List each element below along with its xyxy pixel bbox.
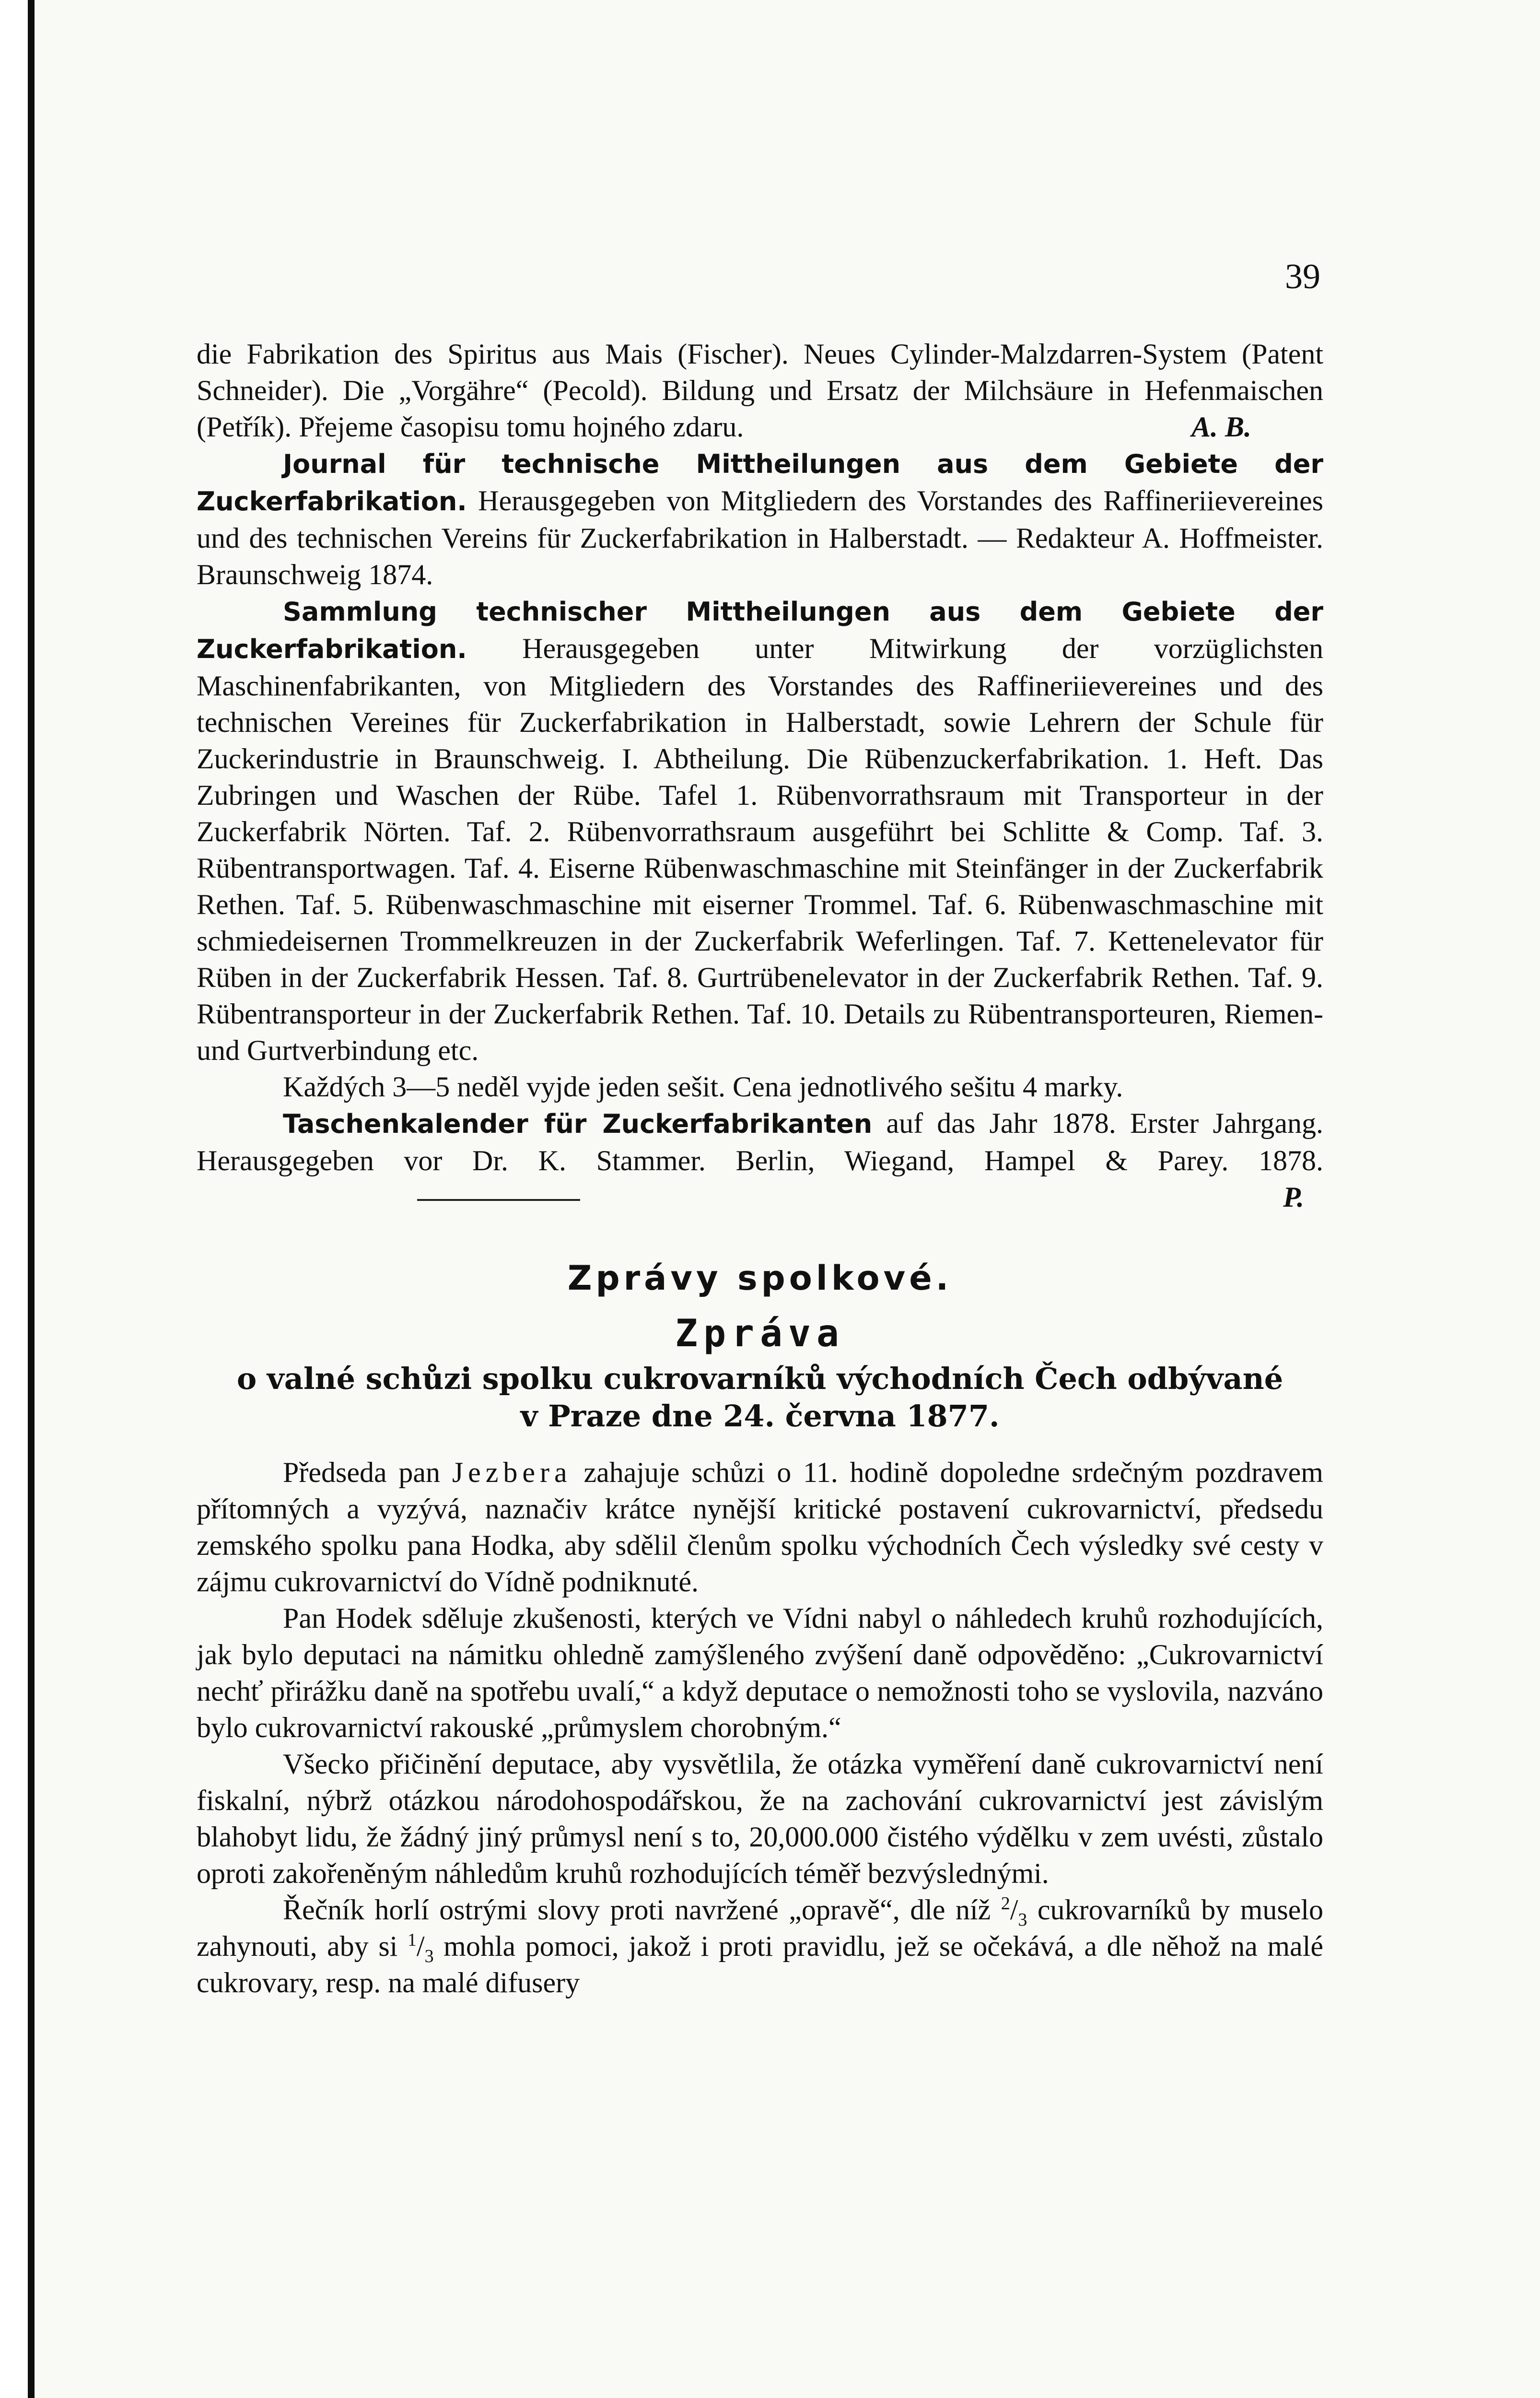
report-subtitle	[197, 1360, 1323, 1435]
signature: P.	[1283, 1181, 1304, 1213]
separator-rule	[417, 1199, 580, 1201]
paragraph-text: Pan Hodek sděluje zkušenosti, kterých ve Vídni nabyl o náhledech kruhů rozhodujících, jak bylo deputaci na námitku ohledně zamýšleného zvýšení daně odpověděno: „Cukrovarnictví nechť přirážku daně na spotřebu uvalí,“ a když deputace o nemožnosti toho se vyslovila, nazváno bylo cukrovarnictví rakouské „průmyslem chorobným.“	[197, 1602, 1323, 1743]
entry-text: Herausgegeben von Mitgliedern des Vorstandes des Raffineriievereines und des technischen Vereins für Zuckerfabrikation in Halberstadt. — Redakteur A. Hoffmeister. Braunschweig 1874.	[197, 485, 1324, 590]
paragraph	[197, 1600, 1323, 1746]
entry-text: auf das Jahr 1878. Erster Jahrgang. Herausgegeben vor Dr. K. Stammer. Berlin, Wiegand, Hampel & Parey. 1878.	[197, 1107, 1323, 1176]
report-subtitle-line: o valné schůzi spolku cukrovarníků východních Čech odbývané	[236, 1361, 1283, 1396]
report-title: Zpráva	[675, 1312, 845, 1355]
review-entry	[197, 445, 1323, 593]
fraction-denominator: 3	[1018, 1910, 1027, 1930]
entry-text: die Fabrikation des Spiritus aus Mais (Fischer). Neues Cylinder-Malzdarren-System (Patent Schneider). Die „Vorgähre“ (Pecold). Bildung und Ersatz der Milchsäure in Hefenmaischen (Petřík). Přejeme časopisu tomu hojného zdaru.	[197, 338, 1323, 443]
paragraph-text: zahajuje schůzi o 11. hodině dopoledne srdečným pozdravem přítomných a vyzývá, naznačiv krátce nynější kritické postavení cukrovarnictví, předsedu zemského spolku pana Hodka, aby sdělil členům spolku východních Čech výsledky své cesty v zájmu cukrovarnictví do Vídně podniknuté.	[197, 1457, 1323, 1598]
report-subtitle-line: v Praze dne 24. června 1877.	[520, 1399, 1000, 1434]
paragraph-text: mohla pomoci, jakož i proti pravidlu, jež se očekává, a dle něhož na malé cukrovary, resp. na malé difusery	[197, 1930, 1323, 1998]
entry-title: Taschenkalender für Zuckerfabrikanten	[283, 1109, 873, 1139]
paragraph-text: Všecko přičinění deputace, aby vysvětlila, že otázka vyměření daně cukrovarnictví není fiskalní, nýbrž otázkou národohospodářskou, že na zachování cukrovarnictví jest závislým blahobyt lidu, že žádný jiný průmysl není s to, 20,000.000 čistého výdělku v zem uvésti, zůstalo oproti zakořeněným náhledům kruhů rozhodujících téměř bezvýslednými.	[197, 1748, 1323, 1889]
paragraph-text: cukrovarníků by muselo zahynouti, aby si	[197, 1894, 1324, 1962]
text-column	[197, 336, 1323, 2001]
fraction-numerator: 2	[1001, 1893, 1010, 1914]
paragraph-text: Řečník horlí ostrými slovy proti navržené „opravě“, dle níž	[283, 1894, 1001, 1926]
review-entry	[197, 1105, 1323, 1215]
fraction-denominator: 3	[424, 1946, 434, 1966]
entry-title: Sammlung technischer Mittheilungen aus dem Gebiete der Zuckerfabrikation.	[197, 597, 1323, 664]
person-name: Jezbera	[452, 1457, 572, 1488]
paragraph	[197, 1454, 1323, 1600]
page-number: 39	[1285, 257, 1320, 296]
review-entry	[197, 593, 1323, 1069]
paragraph-text: Předseda pan	[283, 1457, 452, 1488]
paragraph	[197, 1746, 1323, 1892]
scan-margin	[0, 0, 28, 2398]
entry-title: Journal für technische Mittheilungen aus dem Gebiete der Zuckerfabrikation.	[197, 449, 1323, 517]
paragraph: Řečník horlí ostrými slovy proti navržené „opravě“, dle níž $^2/_3$ cukrovarníků by muselo zahynouti, aby si $^1/_3$ mohla pomoci, jakož i proti pravidlu, jež se očekává, a dle něhož na malé cukrovary, resp. na malé difusery	[197, 1893, 1324, 1998]
entry-text: Herausgegeben unter Mitwirkung der vorzüglichsten Maschinenfabrikanten, von Mitgliedern des Vorstandes des Raffineriievereines und des technischen Vereines für Zuckerfabrikation in Halberstadt, sowie Lehrern der Schule für Zuckerindustrie in Braunschweig. I. Abtheilung. Die Rübenzuckerfabrikation. 1. Heft. Das Zubringen und Waschen der Rübe. Tafel 1. Rübenvorrathsraum mit Transporteur in der Zuckerfabrik Nörten. Taf. 2. Rübenvorrathsraum ausgeführt bei Schlitte & Comp. Taf. 3. Rübentransportwagen. Taf. 4. Eiserne Rübenwaschmaschine mit Steinfänger in der Zuckerfabrik Rethen. Taf. 5. Rübenwaschmaschine mit eiserner Trommel. Taf. 6. Rübenwaschmaschine mit schmiedeisernen Trommelkreuzen in der Zuckerfabrik Weferlingen. Taf. 7. Kettenelevator für Rüben in der Zuckerfabrik Hessen. Taf. 8. Gurtrübenelevator in der Zuckerfabrik Rethen. Taf. 9. Rübentransporteur in der Zuckerfabrik Rethen. Taf. 10. Details zu Rübentransporteuren, Riemen- und Gurtverbindung etc.	[197, 633, 1324, 1066]
section-heading: Zprávy spolkové.	[567, 1258, 953, 1298]
fraction-numerator: 1	[407, 1930, 417, 1950]
signature: A. B.	[1191, 411, 1251, 443]
entry-note	[197, 1069, 1323, 1105]
note-text: Každých 3—5 neděl vyjde jeden sešit. Cena jednotlivého sešitu 4 marky.	[283, 1071, 1123, 1103]
scan-edge-line	[28, 0, 35, 2398]
